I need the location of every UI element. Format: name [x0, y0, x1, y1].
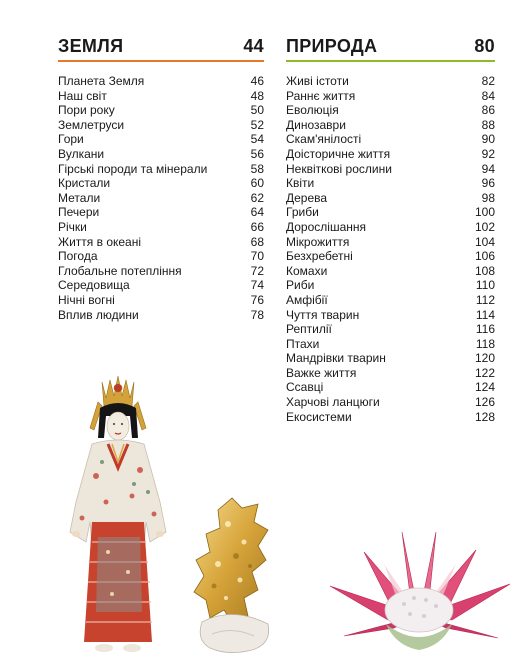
section-earth-title: ЗЕМЛЯ [58, 36, 124, 56]
toc-entry-page: 126 [474, 395, 495, 410]
toc-entry-label: Печери [58, 205, 100, 220]
toc-entry-label: Гори [58, 132, 84, 147]
toc-entry[interactable] [58, 205, 264, 220]
toc-entry[interactable] [286, 395, 495, 410]
toc-entry-label: Метали [58, 190, 101, 205]
toc-entry-page: 112 [475, 292, 495, 307]
toc-entry-label: Екосистеми [286, 409, 352, 424]
toc-entry-label: Скам'янілості [286, 132, 362, 147]
toc-entry[interactable] [286, 103, 495, 118]
gold-nugget [188, 494, 278, 654]
toc-entry-label: Безхребетні [286, 249, 353, 264]
toc-list-nature [286, 74, 495, 424]
toc-entry-label: Ссавці [286, 380, 324, 395]
toc-entry-page: 118 [475, 336, 495, 351]
toc-entry-page: 104 [474, 234, 495, 249]
toc-entry[interactable] [286, 278, 495, 293]
toc-entry-page: 48 [250, 88, 264, 103]
toc-entry[interactable] [58, 293, 264, 308]
toc-entry[interactable] [286, 337, 495, 352]
toc-entry-label: Глобальне потепління [58, 263, 182, 278]
toc-entry-page: 54 [250, 132, 264, 147]
toc-entry-label: Раннє життя [286, 88, 356, 103]
toc-entry-page: 122 [474, 365, 495, 380]
toc-entry-label: Наш світ [58, 88, 107, 103]
toc-entry-page: 74 [250, 278, 264, 293]
toc-entry[interactable] [286, 118, 495, 133]
section-earth-page: 44 [243, 36, 264, 56]
toc-entry-page: 78 [250, 307, 264, 322]
toc-entry[interactable] [58, 147, 264, 162]
toc-entry[interactable] [58, 132, 264, 147]
toc-entry-page: 66 [250, 219, 264, 234]
toc-entry[interactable] [286, 205, 495, 220]
toc-entry[interactable] [286, 162, 495, 177]
toc-entry-label: Важке життя [286, 365, 357, 380]
toc-entry[interactable] [286, 264, 495, 279]
toc-entry-page: 114 [475, 307, 495, 322]
toc-entry-label: Вплив людини [58, 307, 139, 322]
toc-entry-label: Харчові ланцюги [286, 395, 380, 410]
toc-entry[interactable] [58, 278, 264, 293]
section-nature-title: ПРИРОДА [286, 36, 378, 56]
toc-entry-page: 90 [481, 132, 495, 147]
toc-entry-label: Еволюція [286, 103, 339, 118]
toc-entry-label: Пори року [58, 103, 115, 118]
toc-entry[interactable] [286, 147, 495, 162]
toc-entry-label: Середовища [58, 278, 130, 293]
toc-entry-page: 52 [250, 117, 264, 132]
toc-entry[interactable] [286, 191, 495, 206]
toc-entry[interactable] [286, 74, 495, 89]
toc-entry[interactable] [286, 322, 495, 337]
toc-entry-page: 88 [481, 117, 495, 132]
toc-entry-label: Погода [58, 249, 98, 264]
toc-entry-page: 116 [475, 322, 495, 337]
section-nature [286, 36, 495, 424]
toc-entry-page: 106 [474, 249, 495, 264]
toc-entry-page: 96 [481, 176, 495, 191]
toc-entry-page: 68 [250, 234, 264, 249]
toc-entry-page: 98 [481, 190, 495, 205]
toc-entry-label: Амфібії [286, 292, 328, 307]
toc-entry-label: Квіти [286, 176, 315, 191]
noh-costume-figure [62, 372, 174, 672]
toc-entry[interactable] [286, 293, 495, 308]
section-nature-page: 80 [474, 36, 495, 56]
toc-entry-page: 76 [250, 292, 264, 307]
toc-entry[interactable] [58, 118, 264, 133]
section-earth-heading[interactable] [58, 36, 264, 60]
toc-entry-page: 60 [250, 176, 264, 191]
toc-entry-label: Неквіткові рослини [286, 161, 392, 176]
toc-entry[interactable] [58, 220, 264, 235]
toc-entry-label: Дерева [286, 190, 328, 205]
toc-entry[interactable] [58, 103, 264, 118]
toc-entry[interactable] [286, 176, 495, 191]
toc-entry-page: 82 [481, 74, 495, 88]
toc-entry-page: 120 [474, 351, 495, 366]
toc-entry[interactable] [286, 249, 495, 264]
toc-entry-page: 124 [474, 380, 495, 395]
toc-entry[interactable] [286, 220, 495, 235]
toc-entry[interactable] [58, 74, 264, 89]
toc-entry-label: Гірські породи та мінерали [58, 161, 208, 176]
toc-entry-label: Комахи [286, 263, 328, 278]
toc-entry[interactable] [58, 89, 264, 104]
section-earth [58, 36, 264, 322]
toc-entry[interactable] [58, 235, 264, 250]
toc-entry-label: Доісторичне життя [286, 146, 391, 161]
section-nature-rule [286, 60, 495, 62]
toc-entry-label: Життя в океані [58, 234, 142, 249]
toc-entry-page: 58 [250, 161, 264, 176]
toc-entry-page: 46 [250, 74, 264, 88]
toc-entry[interactable] [286, 366, 495, 381]
toc-entry-label: Риби [286, 278, 315, 293]
toc-entry-label: Динозаври [286, 117, 346, 132]
toc-entry-label: Річки [58, 219, 87, 234]
toc-entry[interactable] [286, 308, 495, 323]
toc-entry-label: Кристали [58, 176, 111, 191]
toc-entry-label: Чуття тварин [286, 307, 360, 322]
toc-entry[interactable] [286, 351, 495, 366]
toc-entry-label: Мікрожиття [286, 234, 350, 249]
toc-entry-page: 108 [474, 263, 495, 278]
toc-entry-page: 84 [481, 88, 495, 103]
toc-entry-page: 102 [474, 219, 495, 234]
toc-entry-label: Птахи [286, 336, 320, 351]
toc-entry-label: Вулкани [58, 146, 105, 161]
section-earth-rule [58, 60, 264, 62]
toc-entry[interactable] [286, 132, 495, 147]
toc-entry-page: 72 [250, 263, 264, 278]
toc-entry-label: Землетруси [58, 117, 125, 132]
toc-entry-page: 94 [481, 161, 495, 176]
toc-entry[interactable] [286, 235, 495, 250]
toc-entry-page: 50 [250, 103, 264, 118]
toc-entry[interactable] [58, 249, 264, 264]
toc-entry-label: Гриби [286, 205, 319, 220]
toc-entry-page: 62 [250, 190, 264, 205]
toc-entry[interactable] [286, 380, 495, 395]
toc-entry-label: Дорослішання [286, 219, 367, 234]
toc-entry[interactable] [286, 89, 495, 104]
toc-entry-page: 70 [250, 249, 264, 264]
toc-entry-page: 64 [250, 205, 264, 220]
protea-flower [324, 524, 514, 652]
toc-list-earth [58, 74, 264, 322]
toc-entry-page: 56 [250, 146, 264, 161]
toc-entry-page: 110 [475, 278, 495, 293]
toc-entry-label: Живі істоти [286, 74, 349, 88]
toc-entry[interactable] [58, 264, 264, 279]
toc-entry-page: 100 [474, 205, 495, 220]
toc-entry-label: Рептилії [286, 322, 332, 337]
toc-entry[interactable] [58, 308, 264, 323]
toc-entry-page: 86 [481, 103, 495, 118]
toc-entry-page: 92 [481, 146, 495, 161]
toc-entry[interactable] [58, 176, 264, 191]
toc-entry-label: Мандрівки тварин [286, 351, 386, 366]
toc-entry[interactable] [286, 410, 495, 425]
toc-entry-label: Планета Земля [58, 74, 145, 88]
toc-entry[interactable] [58, 191, 264, 206]
toc-entry-label: Нічні вогні [58, 292, 115, 307]
section-nature-heading[interactable] [286, 36, 495, 60]
toc-entry[interactable] [58, 162, 264, 177]
toc-entry-page: 128 [474, 409, 495, 424]
